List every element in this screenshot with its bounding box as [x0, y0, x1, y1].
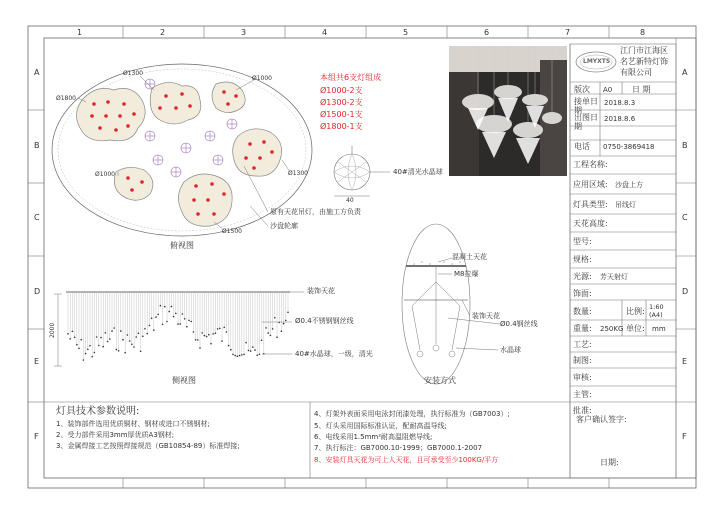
phone-label: 电话 — [574, 142, 590, 151]
project-label: 工程名称: — [573, 160, 608, 169]
side-crystal-ball — [157, 314, 159, 316]
side-crystal-ball — [109, 338, 111, 340]
area-value: 沙盘上方 — [615, 181, 643, 189]
row-label-a: A — [34, 68, 40, 77]
side-crystal-ball — [164, 306, 166, 308]
side-crystal-ball — [276, 336, 278, 338]
lamp-1500 — [178, 174, 232, 226]
side-crystal-ball — [281, 330, 283, 332]
row-label-e: E — [34, 357, 40, 366]
side-crystal-ball — [146, 333, 148, 335]
col-label-6: 6 — [484, 28, 490, 37]
spec-label: 规格: — [573, 255, 592, 264]
side-crystal-ball — [283, 323, 285, 325]
weight-value: 250KG — [600, 325, 624, 333]
side-crystal-ball — [144, 328, 146, 330]
side-crystal-ball — [111, 330, 113, 332]
side-crystal-ball — [190, 321, 192, 323]
side-crystal-ball — [113, 327, 115, 329]
side-crystal-ball — [195, 339, 197, 341]
ceiling-label: 天花高度: — [573, 219, 608, 228]
output-value: 2018.8.6 — [604, 115, 636, 123]
side-crystal-ball — [210, 343, 212, 345]
side-crystal-ball — [204, 335, 206, 337]
side-crystal-ball — [135, 336, 137, 338]
side-crystal-ball — [76, 344, 78, 346]
finish-label: 饰面: — [573, 289, 592, 298]
side-view-title: 侧视图 — [172, 376, 196, 385]
requirements-title: 灯具技术参数说明: — [56, 406, 140, 417]
side-crystal-ball — [186, 326, 188, 328]
light-label: 光源: — [573, 272, 592, 281]
side-crystal-ball — [72, 331, 74, 333]
draw-label: 制图: — [573, 356, 592, 365]
crystal-ball-dim: 40 — [346, 197, 354, 204]
date-label: 日 期 — [632, 85, 651, 94]
side-crystal-ball — [107, 341, 109, 343]
dim-1300-b: Ø1300 — [288, 170, 308, 177]
side-crystal-ball — [127, 334, 129, 336]
requirement-3: 3、金属焊接工艺按照焊接规范（GB10854-89）标准焊接; — [56, 442, 240, 450]
side-crystal-ball — [274, 317, 276, 319]
area-label: 应用区域: — [573, 180, 608, 189]
side-wire-label: Ø0.4不锈钢钢丝线 — [295, 317, 354, 325]
side-crystal-ball — [188, 320, 190, 322]
row-label-e-right: E — [682, 357, 688, 366]
side-crystal-ball — [250, 350, 252, 352]
side-crystal-ball — [193, 331, 195, 333]
side-crystal-ball — [120, 330, 122, 332]
side-crystal-ball — [182, 313, 184, 315]
lamp-group-item-4: Ø1800-1支 — [320, 122, 363, 131]
side-crystal-ball — [140, 351, 142, 353]
side-crystal-ball — [208, 334, 210, 336]
side-crystal-ball — [267, 332, 269, 334]
row-label-f: F — [34, 432, 39, 441]
side-crystal-ball — [256, 355, 258, 357]
side-crystal-ball — [74, 337, 76, 339]
side-crystal-ball — [133, 346, 135, 348]
crystal-ball-label: 40#清光水晶球 — [393, 168, 443, 176]
company-line-3: 有限公司 — [620, 68, 652, 77]
side-crystal-ball — [184, 318, 186, 320]
side-view — [54, 292, 304, 366]
col-label-4: 4 — [322, 28, 328, 37]
side-crystal-ball — [206, 336, 208, 338]
row-label-b: B — [34, 141, 40, 150]
side-crystal-ball — [138, 333, 140, 335]
side-crystal-ball — [287, 312, 289, 314]
side-crystal-ball — [116, 349, 118, 351]
craft-label: 工艺: — [573, 340, 592, 349]
receive-label: 接单日期 — [574, 97, 598, 115]
col-label-2: 2 — [160, 28, 166, 37]
lamp-1300-b — [233, 129, 282, 176]
row-label-c-right: C — [682, 213, 688, 222]
company-line-1: 江门市江海区 — [620, 46, 668, 55]
install-bolt-label: M8拉爆 — [454, 270, 479, 278]
lamp-1300-a — [150, 82, 201, 124]
lamp-group-item-1: Ø1000-2支 — [320, 86, 363, 95]
col-label-3: 3 — [241, 28, 247, 37]
side-crystal-ball — [100, 337, 102, 339]
side-crystal-ball — [270, 335, 272, 337]
check-label: 审核: — [573, 373, 592, 382]
side-crystal-ball — [197, 339, 199, 341]
side-crystal-ball — [67, 333, 69, 335]
side-crystal-label: 40#水晶球，一级，清光 — [295, 350, 373, 358]
side-crystal-ball — [160, 305, 162, 307]
row-ticks — [28, 110, 696, 402]
side-crystal-ball — [105, 332, 107, 334]
dim-1500: Ø1500 — [222, 228, 242, 235]
side-crystal-ball — [252, 346, 254, 348]
side-crystal-ball — [89, 345, 91, 347]
side-crystal-ball — [98, 345, 100, 347]
side-crystal-ball — [237, 356, 239, 358]
row-label-d-right: D — [682, 287, 689, 296]
phone-value: 0750-3869418 — [603, 143, 655, 151]
dim-1300-a: Ø1300 — [123, 70, 143, 77]
side-crystal-ball — [80, 339, 82, 341]
side-crystal-ball — [118, 350, 120, 352]
side-crystal-ball — [245, 342, 247, 344]
callout-original-ceiling-lamp: 原有天花吊灯，由施工方负责 — [270, 208, 361, 216]
side-crystal-ball — [173, 316, 175, 318]
side-crystal-ball — [285, 320, 287, 322]
manager-label: 主管: — [573, 390, 592, 399]
requirement-6: 6、电线采用1.5mm²耐高温阻燃导线; — [314, 433, 433, 441]
weight-label: 重量: — [573, 324, 592, 333]
unit-label: 单位: — [626, 324, 645, 333]
side-crystal-ball — [129, 340, 131, 342]
install-view — [402, 224, 500, 384]
side-crystal-ball — [78, 348, 80, 350]
side-crystal-ball — [179, 323, 181, 325]
side-crystal-ball — [219, 328, 221, 330]
side-crystal-ball — [96, 336, 98, 338]
row-label-f-right: F — [682, 432, 687, 441]
side-crystal-ball — [151, 317, 153, 319]
side-crystal-ball — [215, 332, 217, 334]
install-ball-label: 水晶球 — [500, 346, 521, 354]
side-crystal-ball — [69, 338, 71, 340]
crystal-ball-drawing — [334, 146, 390, 196]
output-label: 出图日期 — [574, 113, 598, 131]
lamp-1000-a — [212, 82, 245, 113]
col-label-7: 7 — [565, 28, 571, 37]
side-crystal-ball — [122, 339, 124, 341]
install-view-title: 安装方式 — [424, 376, 456, 385]
side-crystal-ball — [201, 332, 203, 334]
side-crystal-ball — [175, 313, 177, 315]
version-label: 版次 — [574, 85, 590, 94]
install-wire-label: Ø0.4钢丝线 — [500, 320, 538, 328]
side-crystal-ball — [261, 340, 263, 342]
lamp-group-item-3: Ø1500-1支 — [320, 110, 363, 119]
chandelier-photo — [449, 46, 567, 176]
side-crystal-ball — [272, 328, 274, 330]
unit-value: mm — [652, 325, 666, 333]
side-crystal-ball — [265, 327, 267, 329]
dim-1800: Ø1800 — [56, 95, 76, 102]
lamp-type-value: 吊线灯 — [615, 201, 636, 209]
side-crystal-ball — [91, 356, 93, 358]
requirement-7: 7、执行标注：GB7000.10-1999；GB7000.1-2007 — [314, 444, 483, 452]
side-crystal-ball — [199, 347, 201, 349]
logo-text: LMYXTS — [583, 58, 611, 65]
version-value: A0 — [603, 86, 613, 94]
side-crystal-ball — [142, 336, 144, 338]
lamp-group-item-2: Ø1300-2支 — [320, 98, 363, 107]
side-crystal-ball — [226, 331, 228, 333]
side-height-dim: 2000 — [49, 322, 56, 338]
receive-value: 2018.8.3 — [604, 99, 636, 107]
row-label-a-right: A — [682, 68, 688, 77]
company-line-2: 名艺新特灯饰 — [620, 57, 668, 66]
side-crystal-ball — [248, 350, 250, 352]
side-crystal-ball — [85, 353, 87, 355]
side-crystal-ball — [168, 311, 170, 313]
dim-1000-a: Ø1000 — [252, 75, 272, 82]
callout-sand-table-outline: 沙盘轮廓 — [270, 222, 298, 230]
install-ceiling-label: 装饰天花 — [472, 312, 500, 320]
sign-label: 客户确认签字: — [576, 415, 627, 424]
side-crystal-ball — [232, 354, 234, 356]
requirement-5: 5、灯头采用国际标准认证，配耐高温导线; — [314, 422, 447, 430]
side-crystal-ball — [243, 354, 245, 356]
requirement-1: 1、装饰部件选用优质铜材、钢材或进口不锈钢材; — [56, 420, 210, 428]
side-crystal-ball — [217, 328, 219, 330]
requirement-4: 4、灯架外表面采用电泳封闭漆处理，执行标准为（GB7003）; — [314, 410, 510, 418]
side-crystal-ball — [223, 327, 225, 329]
side-crystal-ball — [166, 321, 168, 323]
side-crystal-ball — [171, 306, 173, 308]
row-label-d: D — [34, 287, 41, 296]
side-crystal-ball — [131, 344, 133, 346]
row-label-c: C — [34, 213, 40, 222]
install-concrete-label: 混凝土天花 — [452, 253, 487, 261]
col-label-1: 1 — [77, 28, 83, 37]
requirement-2: 2、受力部件采用3mm厚优质A3钢材; — [56, 431, 175, 439]
model-label: 型号: — [573, 237, 592, 246]
side-crystal-ball — [155, 316, 157, 318]
lamp-type-label: 灯具类型: — [573, 200, 608, 209]
requirement-8: 8、安装灯具天花为可上人天花，且可承受至少100KG/平方 — [314, 456, 499, 464]
row-label-b-right: B — [682, 141, 688, 150]
col-label-5: 5 — [403, 28, 409, 37]
top-view-title: 俯视图 — [170, 241, 194, 250]
lamp-1000-b — [114, 167, 153, 200]
light-value: 芳天射灯 — [600, 273, 628, 281]
side-crystal-ball — [241, 354, 243, 356]
side-crystal-ball — [239, 355, 241, 357]
ratio-value: 1:60 (A4) — [649, 303, 664, 319]
side-crystal-ball — [162, 324, 164, 326]
side-crystal-ball — [102, 346, 104, 348]
side-crystal-ball — [149, 325, 151, 327]
side-crystal-ball — [212, 333, 214, 335]
sign-date-label: 日期: — [600, 458, 619, 467]
col-label-8: 8 — [640, 28, 646, 37]
side-crystal-ball — [221, 340, 223, 342]
qty-label: 数量: — [573, 307, 592, 316]
side-crystal-ball — [87, 349, 89, 351]
side-crystal-ball — [177, 323, 179, 325]
side-crystal-ball — [259, 354, 261, 356]
approve-label: 批准: — [573, 406, 592, 415]
side-crystal-ball — [234, 355, 236, 357]
ratio-label: 比例: — [626, 307, 645, 316]
side-crystal-ball — [83, 359, 85, 361]
side-crystal-ball — [124, 352, 126, 354]
side-crystal-ball — [254, 349, 256, 351]
side-ceiling-label: 装饰天花 — [307, 287, 335, 295]
dim-1000-b: Ø1000 — [95, 171, 115, 178]
side-crystal-ball — [94, 352, 96, 354]
lamp-group-title: 本组共6支灯组成 — [320, 73, 382, 82]
side-crystal-ball — [230, 349, 232, 351]
side-crystal-ball — [228, 345, 230, 347]
side-crystal-ball — [153, 329, 155, 331]
